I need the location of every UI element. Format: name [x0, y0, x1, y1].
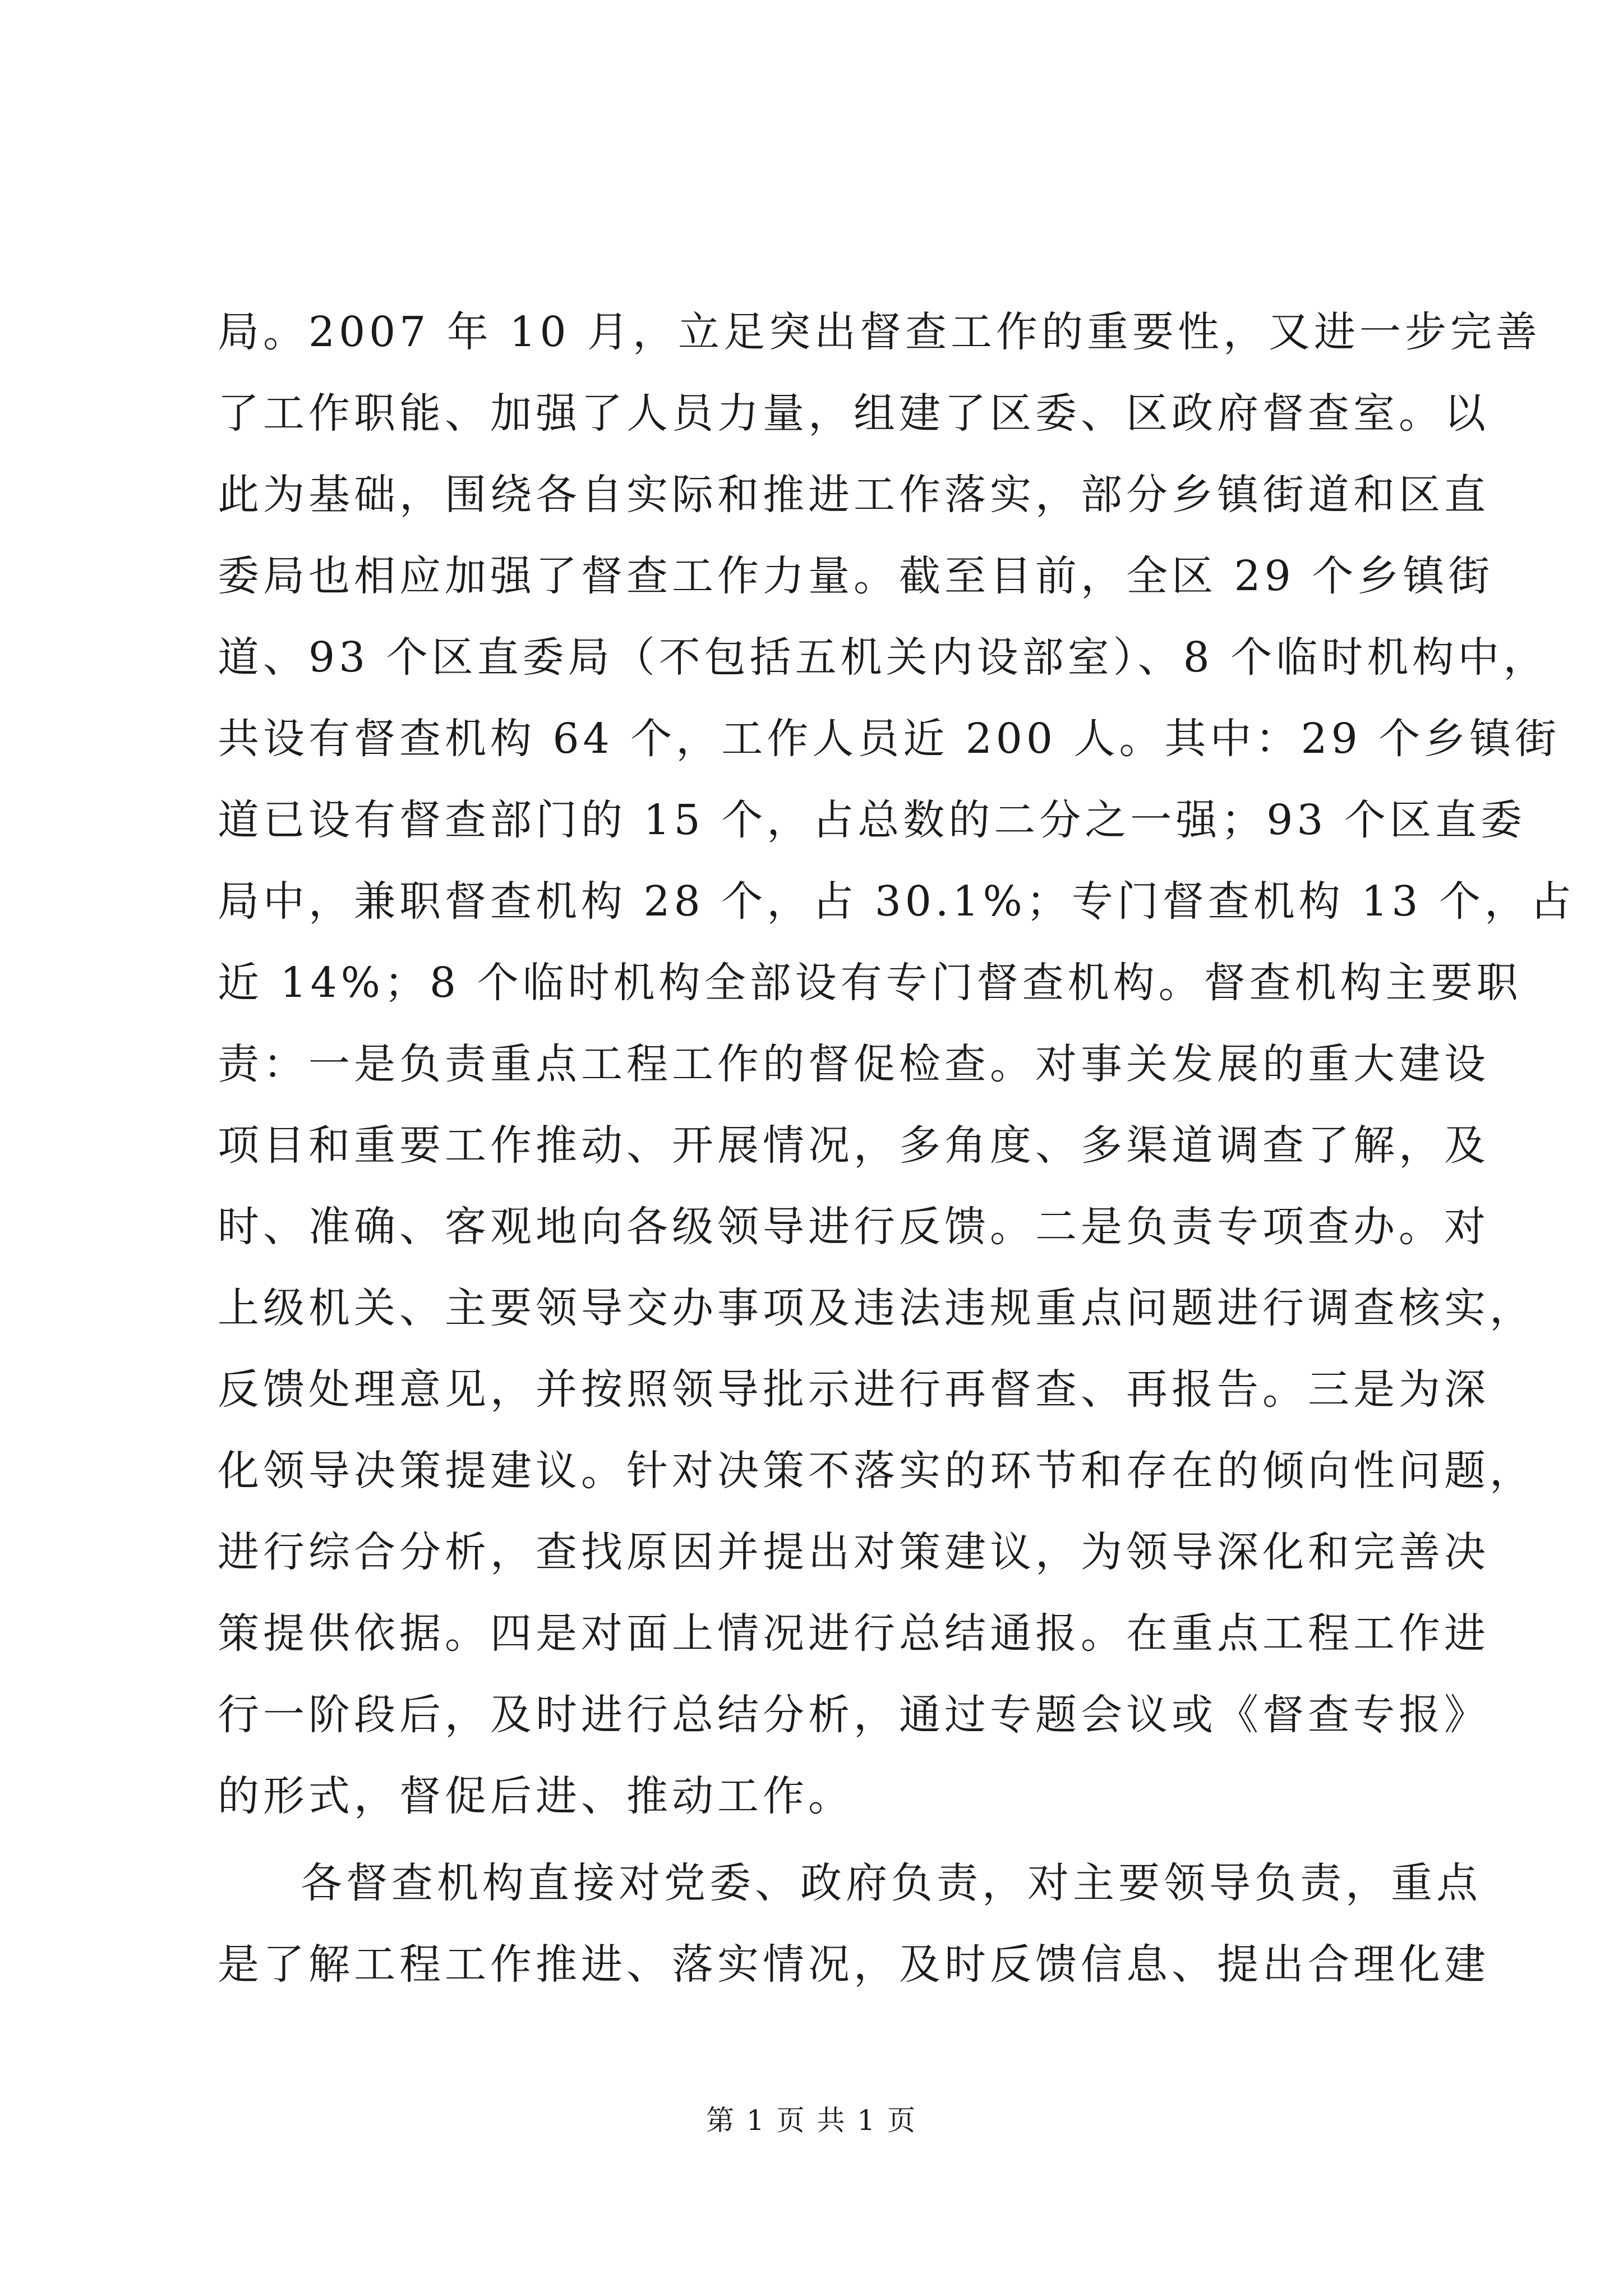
text-line: 了工作职能、加强了人员力量，组建了区委、区政府督查室。以	[218, 389, 1490, 438]
text-line: 责：一是负责重点工程工作的督促检查。对事关发展的重大建设	[218, 1040, 1490, 1088]
text-line: 反馈处理意见，并按照领导批示进行再督查、再报告。三是为深	[218, 1365, 1490, 1414]
paragraph-2	[218, 1843, 1490, 2005]
text-line: 共设有督查机构 64 个，工作人员近 200 人。其中：29 个乡镇街	[218, 715, 1561, 763]
text-line: 近 14%；8 个临时机构全部设有专门督查机构。督查机构主要职	[218, 959, 1522, 1007]
text-line: 的形式，督促后进、推动工作。	[218, 1772, 854, 1820]
text-line: 行一阶段后，及时进行总结分析，通过专题会议或《督查专报》	[218, 1691, 1490, 1739]
text-line: 此为基础，围绕各自实际和推进工作落实，部分乡镇街道和区直	[218, 471, 1490, 519]
paragraph-1	[218, 292, 1576, 1837]
text-line: 时、准确、客观地向各级领导进行反馈。二是负责专项查办。对	[218, 1203, 1490, 1251]
text-line: 化领导决策提建议。针对决策不落实的环节和存在的倾向性问题，	[218, 1447, 1535, 1495]
text-line: 上级机关、主要领导交办事项及违法违规重点问题进行调查核实，	[218, 1284, 1535, 1332]
text-line: 道已设有督查部门的 15 个，占总数的二分之一强；93 个区直委	[218, 796, 1526, 844]
text-line: 局。2007 年 10 月，立足突出督查工作的重要性，又进一步完善	[218, 308, 1542, 356]
text-line: 是了解工程工作推进、落实情况，及时反馈信息、提出合理化建	[218, 1940, 1490, 1989]
text-line: 项目和重要工作推动、开展情况，多角度、多渠道调查了解，及	[218, 1121, 1490, 1170]
text-line: 委局也相应加强了督查工作力量。截至目前，全区 29 个乡镇街	[218, 552, 1494, 600]
page-footer: 第 1 页 共 1 页	[706, 2104, 917, 2137]
text-line: 各督查机构直接对党委、政府负责，对主要领导负责，重点	[301, 1859, 1482, 1907]
document-body	[218, 292, 1576, 2005]
text-line: 道、93 个区直委局（不包括五机关内设部室）、8 个临时机构中，	[218, 633, 1549, 682]
text-line: 局中，兼职督查机构 28 个，占 30.1%；专门督查机构 13 个，占	[218, 877, 1576, 926]
paragraph-spacer	[218, 1837, 1412, 1843]
text-line: 策提供依据。四是对面上情况进行总结通报。在重点工程工作进	[218, 1609, 1490, 1658]
text-line: 进行综合分析，查找原因并提出对策建议，为领导深化和完善决	[218, 1528, 1490, 1576]
